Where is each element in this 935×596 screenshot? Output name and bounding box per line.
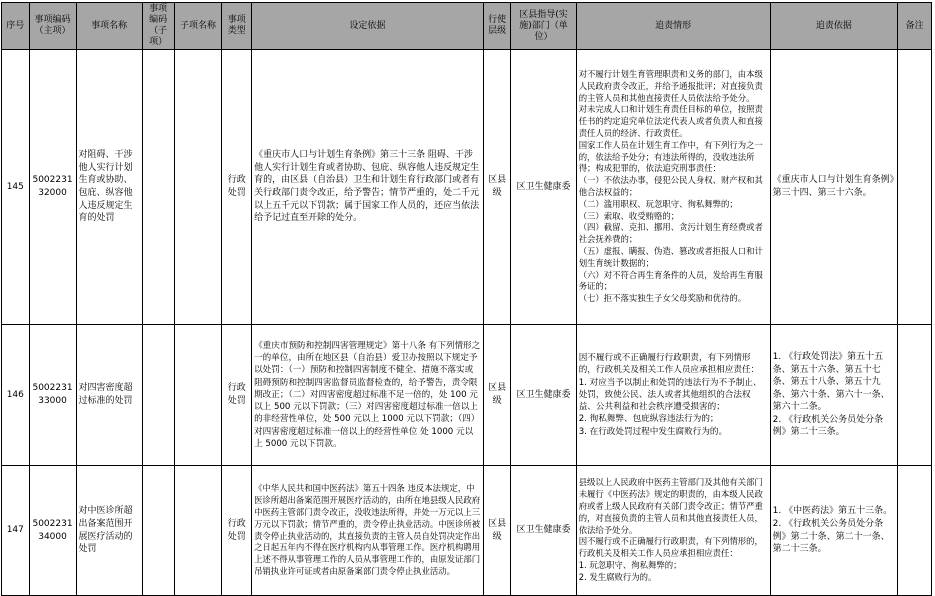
accountability-paragraph: 《重庆市人口与计划生育条例》第三十四、第三十六条。 [772,175,895,198]
situation-paragraph: 1. 玩忽职守、徇私舞弊的； [578,559,682,570]
header-sub-name: 子项名称 [174,3,222,50]
header-row [2,3,932,50]
row-dept: 区卫生健康委 [511,325,576,466]
row-dept: 区卫生健康委 [511,466,576,596]
situation-paragraph: （一）不依法办事，侵犯公民人身权、财产权和其他合法权益的； [578,175,763,197]
row-level: 区县级 [483,325,511,466]
table-row [2,466,932,596]
row-level: 区县级 [483,466,511,596]
situation-paragraph: 1. 对应当予以制止和处罚的违法行为不予制止、处罚，致使公民、法人或者其他组织的合法权益、公共利益和社会秩序遭受损害的； [578,377,762,413]
row-item-type: 行政处罚 [222,50,252,325]
row-item-type: 行政处罚 [222,466,252,596]
situation-paragraph: （七）拒不落实独生子女父母奖励和优待的。 [578,293,747,304]
row-seq: 145 [2,50,30,325]
row-situation [576,466,770,596]
header-dept: 区县指导(实施)部门（单位） [511,3,576,50]
header-sub-code: 事项编码（子项） [142,3,174,50]
situation-paragraph: 国家工作人员在计划生育工作中，有下列行为之一的，依法给予处分；有违法所得的，没收违法所得；构成犯罪的，依法追究刑事责任： [578,139,763,174]
row-basis: 《重庆市预防和控制四害管理规定》第十八条 有下列情形之一的单位，由所在地区县（自治县）爱卫办按照以下规定予以处罚：（一）预防和控制四害制度不健全、措施不落实或阻碍预防和控制四害监督员监督检查的，给予警告，责令限期改正；（二）对四害密度超过标准不足一倍的，处 100 元以上 500 元以下罚款；（三）对四害密度超过标准一倍以上的非经营性单位，处 500 元以上 1000 元以下罚款；（四）对四害密度超过标准一倍以上的经营性单位 处 1000 元以上 5000 元以下罚款。 [252,325,484,466]
accountability-table [1,2,932,596]
situation-paragraph: （六）对不符合再生育条件的人员，发给再生育服务证的； [578,269,763,292]
row-code: 500223132000 [29,50,76,325]
situation-paragraph: 2. 徇私舞弊、包庇纵容违法行为的； [578,414,719,425]
header-basis: 设定依据 [252,3,484,50]
situation-paragraph: 对未完成人口和计划生育责任目标的单位，按照责任书的约定追究单位法定代表人或者负责人和直接责任人员的经济、行政责任。 [578,104,763,139]
accountability-paragraph: 2. 《行政机关公务员处分条例》第二十三条。 [772,414,884,438]
row-seq: 147 [2,466,30,596]
row-item-name: 对阻碍、干涉他人实行计划生育或协助、包庇、纵容他人违反规定生育的处罚 [76,50,142,325]
header-accountability-basis: 追责依据 [770,3,898,50]
accountability-paragraph: 1. 《行政处罚法》第五十五条、第五十六条、第五十七条、第五十八条、第五十九条、第六十条、第六十一条、第六十二条。 [772,351,890,413]
row-dept: 区卫生健康委 [511,50,576,325]
situation-paragraph: 因不履行或不正确履行行政职责，有下列情形的，行政机关及相关工作人员应承担相应责任： [578,536,763,559]
situation-paragraph: （四）截留、克扣、挪用、贪污计划生育经费或者社会抚养费的； [578,222,763,245]
header-level: 行使层级 [483,3,511,50]
row-accountability-basis [770,466,898,596]
situation-paragraph: 县级以上人民政府中医药主管部门及其他有关部门未履行《中医药法》规定的职责的，由本级人民政府或者上级人民政府有关部门责令改正；情节严重的，对直接负责的主管人员和其他直接责任人员，依法给予处分。 [578,477,763,535]
row-basis: 《中华人民共和国中医药法》第五十四条 违反本法规定，中医诊所超出备案范围开展医疗活动的，由所在地县级人民政府中医药主管部门责令改正，没收违法所得，并处一万元以上三万元以下罚款；情节严重的，责令停止执业活动。中医诊所被责令停止执业活动的，其直接负责的主管人员自处罚决定作出之日起五年内不得在医疗机构内从事管理工作。医疗机构聘用上述不得从事管理工作的人员从事管理工作的，由原发证部门吊销执业许可证或者由原备案部门责令停止执业活动。 [252,466,484,596]
row-sub-name [174,325,222,466]
row-situation [576,325,770,466]
header-situation: 追责情形 [576,3,770,50]
row-sub-name [174,50,222,325]
row-remark [898,325,932,466]
accountability-paragraph: 2. 《行政机关公务员处分条例》第二十条、第二十一条、第二十三条。 [772,518,890,555]
row-basis: 《重庆市人口与计划生育条例》第三十三条 阻碍、干涉他人实行计划生育或者协助、包庇、纵容他人违反规定生育的，由区县（自治县）卫生和计划生育行政部门或者有关行政部门责令改正，给予警告；情节严重的，处二千元以上五千元以下罚款；属于国家工作人员的，还应当依法给予记过直至开除的处分。 [252,50,484,325]
row-item-name: 对四害密度超过标准的处罚 [76,325,142,466]
header-main-code: 事项编码（主项） [29,3,76,50]
situation-paragraph: （二）滥用职权、玩忽职守、徇私舞弊的； [578,198,738,209]
row-remark [898,466,932,596]
header-seq: 序号 [2,3,30,50]
row-code: 500223133000 [29,325,76,466]
row-sub-name [174,466,222,596]
header-item-name: 事项名称 [76,3,142,50]
accountability-paragraph: 1. 《中医药法》第五十三条。 [772,506,893,517]
row-sub-code [142,50,174,325]
row-code: 500223134000 [29,466,76,596]
row-accountability-basis [770,325,898,466]
row-remark [898,50,932,325]
table-row [2,325,932,466]
row-seq: 146 [2,325,30,466]
row-sub-code [142,466,174,596]
situation-paragraph: 2. 发生腐败行为的。 [578,571,657,582]
situation-paragraph: 3. 在行政处罚过程中发生腐败行为的。 [578,426,728,437]
header-remark: 备注 [898,3,932,50]
header-item-type: 事项类型 [222,3,252,50]
row-sub-code [142,325,174,466]
row-accountability-basis [770,50,898,325]
situation-paragraph: （五）虚报、瞒报、伪造、篡改或者拒报人口和计划生育统计数据的； [578,245,763,268]
table-row [2,50,932,325]
situation-paragraph: （三）索取、收受贿赂的； [578,210,680,221]
row-level: 区县级 [483,50,511,325]
situation-paragraph: 因不履行或不正确履行行政职责，有下列情形的，行政机关及相关工作人员应承担相应责任： [578,353,760,376]
row-item-type: 行政处罚 [222,325,252,466]
row-situation [576,50,770,325]
row-item-name: 对中医诊所超出备案范围开展医疗活动的处罚 [76,466,142,596]
situation-paragraph: 对不履行计划生育管理职责和义务的部门，由本级人民政府责令改正，并给予通报批评；对直接负责的主管人员和其他直接责任人员依法给予处分。 [578,69,763,103]
